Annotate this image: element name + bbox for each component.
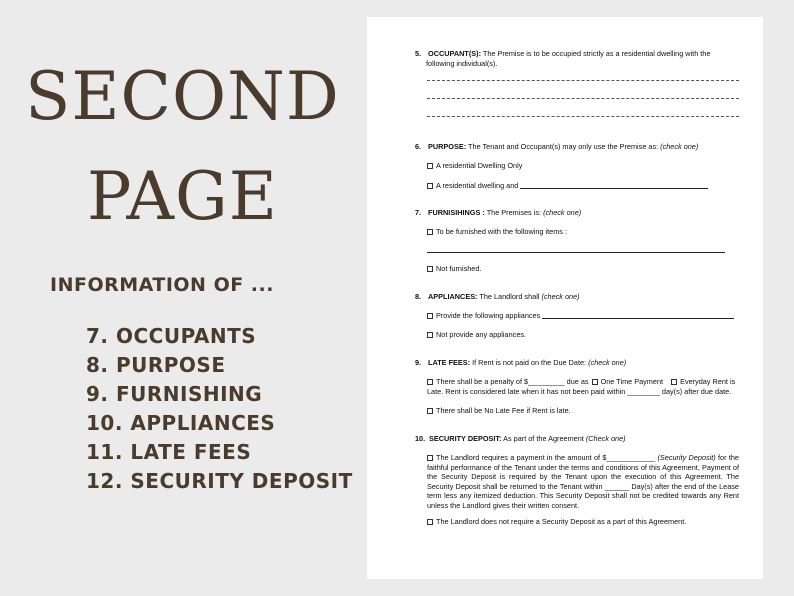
section-heading: FURNISIHINGS : [428,208,485,217]
furnish-option-furnished[interactable]: To be furnished with the following items : [427,227,567,237]
section-number: 6. [415,142,422,151]
section-text: The Premises is: [484,208,544,217]
checkbox-one-time[interactable] [592,379,598,385]
section-furnishings [415,208,741,218]
late-fee-option-penalty-continued: Late. Rent is considered late when it has not been paid within ________ day(s) after due date. [427,387,732,396]
section-text: If Rent is not paid on the Due Date: [470,358,589,367]
section-heading: OCCUPANT(S): [428,49,481,58]
section-text: The Tenant and Occupant(s) may only use the Premise as: [466,142,661,151]
checkbox[interactable] [427,163,433,169]
section-appliances [415,292,741,302]
section-occupants [415,49,741,68]
checkbox[interactable] [427,183,433,189]
fill-line[interactable] [520,182,708,189]
title-line-2: PAGE [87,158,278,235]
topic-item: 8. PURPOSE [86,353,226,377]
topics-list [86,322,353,496]
topic-item: 12. SECURITY DEPOSIT [86,469,353,493]
subtitle: INFORMATION OF ... [50,274,274,296]
section-text: As part of the Agreement [501,434,586,443]
section-heading: SECURITY DEPOSIT: [429,434,502,443]
checkbox[interactable] [427,455,433,461]
checkbox[interactable] [427,332,433,338]
section-heading: APPLIANCES: [428,292,478,301]
purpose-option-dwelling-only[interactable]: A residential Dwelling Only [427,161,522,171]
appliances-option-provide[interactable]: Provide the following appliances [427,311,734,321]
fill-line [427,98,739,99]
appliances-option-not-provide[interactable]: Not provide any appliances. [427,330,526,340]
section-number: 7. [415,208,422,217]
section-late-fees [415,358,741,368]
topic-item: 7. OCCUPANTS [86,324,257,348]
furnish-option-not-furnished[interactable]: Not furnished. [427,264,481,274]
section-heading: LATE FEES: [428,358,471,367]
late-fee-option-penalty[interactable]: There shall be a penalty of $_________ due as One Time Payment Everyday Rent is [427,377,735,387]
checkbox[interactable] [427,266,433,272]
checkbox[interactable] [427,313,433,319]
checkbox[interactable] [427,408,433,414]
checkbox-everyday[interactable] [671,379,677,385]
section-purpose [415,142,741,152]
fill-line [427,80,739,81]
fill-line[interactable] [427,252,725,253]
section-number: 9. [415,358,422,367]
checkbox[interactable] [427,229,433,235]
fill-line[interactable] [542,312,734,319]
section-text-continued: following individual(s). [426,58,498,68]
document-page [367,17,763,579]
section-number: 8. [415,292,422,301]
section-heading: PURPOSE: [428,142,467,151]
fill-line [427,116,739,117]
section-text: The Landlord shall [477,292,542,301]
purpose-option-dwelling-and[interactable]: A residential dwelling and [427,181,708,191]
title-line-1: SECOND [25,58,340,135]
topic-item: 9. FURNISHING [86,382,263,406]
section-note: (check one) [541,292,580,301]
checkbox[interactable] [427,379,433,385]
section-note: (check one) [588,358,627,367]
deposit-option-required[interactable]: The Landlord requires a payment in the amount of $____________ (Security Deposit) for the faithful performance of the Tenant under the terms and conditions of this Agreement, Payment of the Security Deposit is required by the Tenant upon the execution of this Agreement. The Security Deposit shall be returned to the Tenant within ______ Day(s) after the end of the Lease term less any itemized deduction. This Security Deposit shall not be credited towards any Rent unless the Landlord gives their written consent. [427,453,739,510]
topic-item: 10. APPLIANCES [86,411,276,435]
late-fee-option-none[interactable]: There shall be No Late Fee if Rent is late. [427,406,571,416]
section-note: (check one) [543,208,582,217]
section-text: The Premise is to be occupied strictly as a residential dwelling with the [481,49,711,58]
topic-item: 11. LATE FEES [86,440,252,464]
checkbox[interactable] [427,519,433,525]
section-security-deposit [415,434,741,444]
deposit-option-not-required[interactable]: The Landlord does not require a Security Deposit as a part of this Agreement. [427,517,686,527]
section-number: 5. [415,49,422,58]
section-note: (check one) [660,142,699,151]
promo-panel [0,0,365,596]
section-note: (Check one) [585,434,626,443]
section-number: 10. [415,434,426,443]
